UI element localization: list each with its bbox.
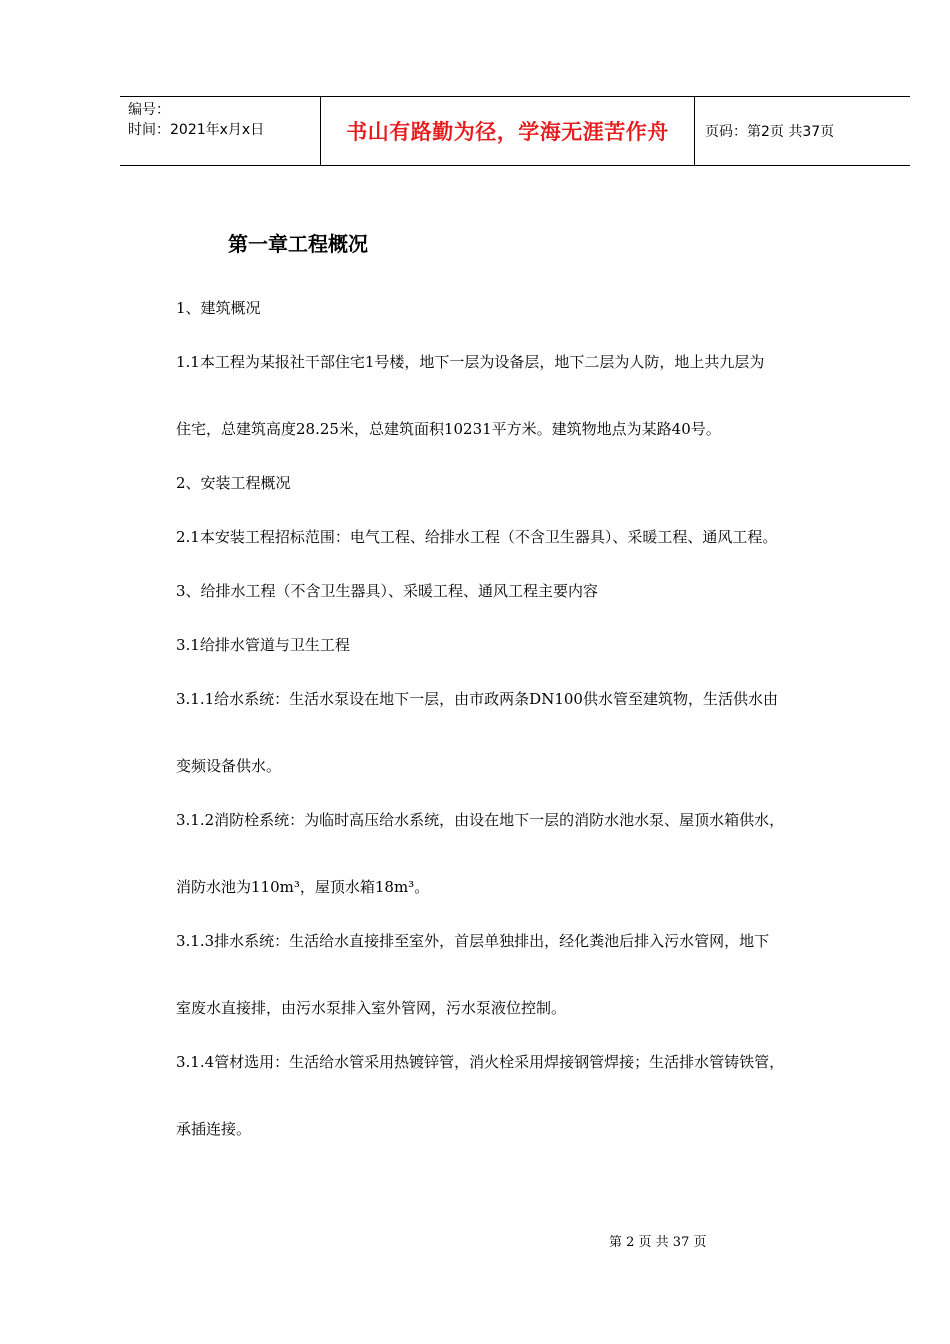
paragraph: 消防水池为110m³，屋顶水箱18m³。 — [176, 878, 430, 896]
paragraph: 3、给排水工程（不含卫生器具）、采暖工程、通风工程主要内容 — [176, 582, 599, 600]
paragraph: 3.1给排水管道与卫生工程 — [176, 636, 350, 654]
time-line: 时间：2021年x月x日 — [128, 122, 265, 138]
paragraph: 3.1.1给水系统：生活水泵设在地下一层，由市政两条DN100供水管至建筑物，生活供水由 — [176, 690, 778, 708]
paragraph: 变频设备供水。 — [176, 757, 282, 775]
paragraph: 3.1.4管材选用：生活给水管采用热镀锌管，消火栓采用焊接钢管焊接；生活排水管铸铁管， — [176, 1053, 785, 1071]
paragraph: 3.1.2消防栓系统：为临时高压给水系统，由设在地下一层的消防水池水泵、屋顶水箱供水， — [176, 811, 785, 829]
header-page-label: 页码：第2页 共37页 — [705, 124, 835, 140]
number-label: 编号： — [128, 102, 170, 118]
page-footer: 第 2 页 共 37 页 — [609, 1235, 707, 1250]
paragraph: 1、建筑概况 — [176, 299, 261, 317]
paragraph: 1.1本工程为某报社干部住宅1号楼，地下一层为设备层，地下二层为人防，地上共九层为 — [176, 353, 765, 371]
paragraph: 承插连接。 — [176, 1120, 252, 1138]
chapter-title: 第一章工程概况 — [228, 232, 368, 256]
paragraph: 2.1本安装工程招标范围：电气工程、给排水工程（不含卫生器具）、采暖工程、通风工程。 — [176, 528, 778, 546]
header-table — [120, 96, 910, 166]
paragraph: 室废水直接排，由污水泵排入室外管网，污水泵液位控制。 — [176, 999, 567, 1017]
header-meta-cell — [120, 97, 321, 165]
header-motto: 书山有路勤为径，学海无涯苦作舟 — [321, 97, 695, 165]
paragraph: 3.1.3排水系统：生活给水直接排至室外，首层单独排出，经化粪池后排入污水管网，地下 — [176, 932, 770, 950]
paragraph: 住宅，总建筑高度28.25米，总建筑面积10231平方米。建筑物地点为某路40号。 — [176, 420, 721, 438]
paragraph: 2、安装工程概况 — [176, 474, 291, 492]
